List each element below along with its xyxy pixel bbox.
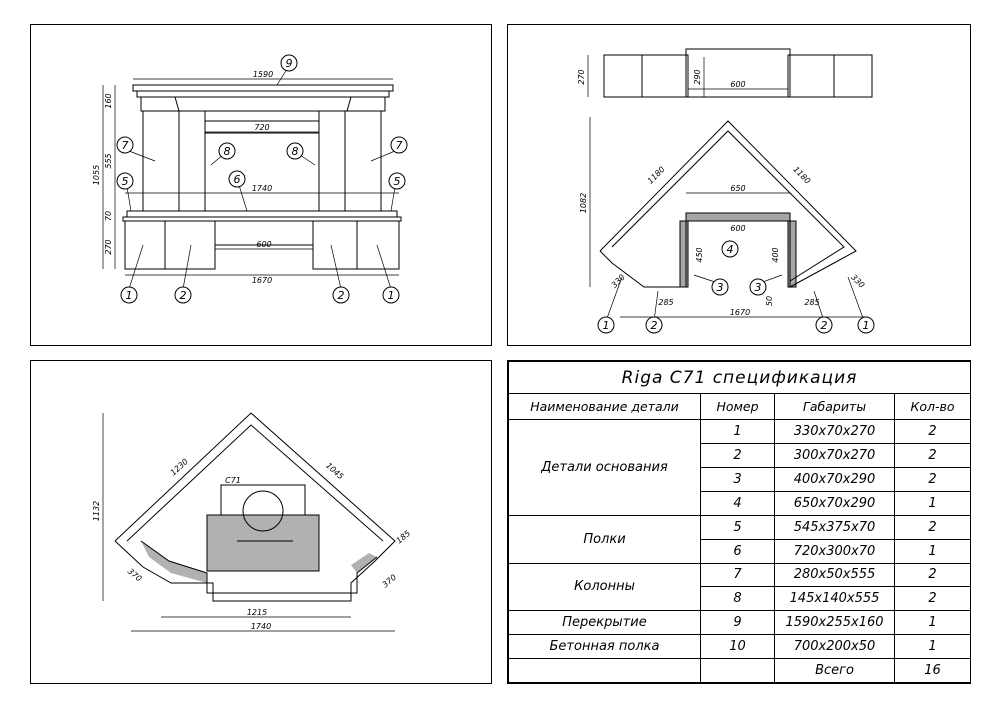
row-qty: 1 <box>895 611 971 635</box>
group-lintel: Перекрытие <box>509 611 701 635</box>
top-dim-inner: 1215 <box>246 608 268 617</box>
dim-h-base: 270 <box>104 239 113 255</box>
row-size: 330x70x270 <box>775 420 895 444</box>
plan-callout-4: 4 <box>726 243 734 256</box>
column-left <box>143 111 179 211</box>
plan-callout-1-left: 1 <box>602 319 610 332</box>
dim-h-total: 1055 <box>92 164 101 186</box>
top-view-drawing <box>31 361 493 685</box>
column-right <box>345 111 381 211</box>
header-dimensions: Габариты <box>775 394 895 420</box>
total-qty: 16 <box>895 659 971 683</box>
shelf <box>127 211 397 217</box>
plan-dim-leg-right: 330 <box>849 272 867 290</box>
firebox-top <box>221 485 305 515</box>
plan-dim-leg-left: 330 <box>609 272 627 290</box>
row-size: 280x50x555 <box>775 563 895 587</box>
plan-dim-foot-left: 285 <box>658 298 674 307</box>
spec-table-panel <box>507 360 971 684</box>
plan-dim-gap: 50 <box>765 295 774 307</box>
row-qty: 2 <box>895 515 971 539</box>
callout-6: 6 <box>233 173 241 186</box>
row-size: 1590x255x160 <box>775 611 895 635</box>
plan-dim-depth: 1082 <box>579 192 588 214</box>
total-empty-cell <box>509 659 701 683</box>
row-qty: 1 <box>895 539 971 563</box>
callout-9: 9 <box>285 57 293 70</box>
top-dim-diag-left: 1230 <box>168 456 190 478</box>
plan-dim-bottom: 1670 <box>729 308 751 317</box>
row-qty: 1 <box>895 491 971 515</box>
plan-dim-strip-h: 270 <box>577 69 586 85</box>
header-part-name: Наименование детали <box>509 394 701 420</box>
dim-base-width: 1670 <box>251 276 273 285</box>
callout-7-left: 7 <box>121 139 129 152</box>
row-num: 7 <box>701 563 775 587</box>
group-shelves: Полки <box>509 515 701 563</box>
group-columns: Колонны <box>509 563 701 611</box>
group-base: Детали основания <box>509 420 701 516</box>
base-right-1 <box>357 221 399 269</box>
row-qty: 2 <box>895 467 971 491</box>
base-left-1 <box>125 221 165 269</box>
plan-callout-2-right: 2 <box>820 319 828 332</box>
row-num: 4 <box>701 491 775 515</box>
callout-2-left: 2 <box>179 289 187 302</box>
dim-h-col: 555 <box>104 153 113 169</box>
plan-dim-inner-right-h: 400 <box>771 247 780 263</box>
callout-8-right: 8 <box>291 145 299 158</box>
top-dim-side: 185 <box>394 528 413 546</box>
row-num: 5 <box>701 515 775 539</box>
spec-title: Riga C71 спецификация <box>509 362 971 394</box>
row-size: 145x140x555 <box>775 587 895 611</box>
header-quantity: Кол-во <box>895 394 971 420</box>
row-size: 700x200x50 <box>775 635 895 659</box>
row-size: 720x300x70 <box>775 539 895 563</box>
plan-dim-inner-left-h: 450 <box>695 247 704 263</box>
pillar-right <box>319 111 345 211</box>
row-num: 1 <box>701 420 775 444</box>
spec-table <box>508 361 971 683</box>
top-dim-leg-right: 370 <box>380 572 399 590</box>
callout-1-left: 1 <box>125 289 133 302</box>
plan-callout-3-right: 3 <box>754 281 762 294</box>
row-size: 400x70x290 <box>775 467 895 491</box>
top-dim-leg-left: 370 <box>125 566 144 584</box>
group-concrete-shelf: Бетонная полка <box>509 635 701 659</box>
row-num: 9 <box>701 611 775 635</box>
plan-view-drawing <box>508 25 972 347</box>
row-qty: 2 <box>895 444 971 468</box>
plan-dim-diag-left: 1180 <box>645 164 667 186</box>
callout-7-right: 7 <box>395 139 403 152</box>
row-num: 8 <box>701 587 775 611</box>
dim-h-shelf: 70 <box>104 210 113 222</box>
row-num: 6 <box>701 539 775 563</box>
plan-dim-diag-right: 1180 <box>791 164 813 186</box>
top-view-panel <box>30 360 492 684</box>
base-left-2 <box>165 221 215 269</box>
plan-outline <box>600 121 856 287</box>
dim-mid-width: 1740 <box>251 184 273 193</box>
top-dim-outer: 1740 <box>250 622 272 631</box>
top-dim-depth: 1132 <box>92 500 101 522</box>
row-num: 10 <box>701 635 775 659</box>
plan-callout-2-left: 2 <box>650 319 658 332</box>
header-number: Номер <box>701 394 775 420</box>
callout-5-right: 5 <box>393 175 401 188</box>
plan-dim-foot-right: 285 <box>804 298 820 307</box>
plan-view-panel <box>507 24 971 346</box>
dim-h-top: 160 <box>104 93 113 109</box>
dim-top-width: 1590 <box>252 70 274 79</box>
top-outline <box>115 413 395 601</box>
mantel-beam <box>141 97 385 111</box>
row-qty: 2 <box>895 563 971 587</box>
dim-base-gap: 600 <box>256 240 272 249</box>
total-label: Всего <box>775 659 895 683</box>
plan-callout-3-left: 3 <box>716 281 724 294</box>
top-dim-diag-right: 1045 <box>324 460 346 482</box>
row-num: 2 <box>701 444 775 468</box>
plan-callout-1-right: 1 <box>862 319 870 332</box>
total-empty-cell <box>701 659 775 683</box>
row-size: 650x70x290 <box>775 491 895 515</box>
row-qty: 2 <box>895 420 971 444</box>
row-size: 300x70x270 <box>775 444 895 468</box>
dim-opening: 720 <box>254 123 270 132</box>
plan-dim-strip-inner-h: 290 <box>693 69 702 85</box>
callout-1-right: 1 <box>387 289 395 302</box>
mantel-cap <box>133 85 393 91</box>
plan-dim-strip-w: 600 <box>730 80 746 89</box>
plan-dim-inner-top: 650 <box>730 184 746 193</box>
firebox-opening <box>205 121 319 211</box>
plan-dim-inner-top2: 600 <box>730 224 746 233</box>
front-view-drawing <box>31 25 493 347</box>
row-qty: 1 <box>895 635 971 659</box>
callout-8-left: 8 <box>223 145 231 158</box>
row-size: 545x375x70 <box>775 515 895 539</box>
row-qty: 2 <box>895 587 971 611</box>
callout-2-right: 2 <box>337 289 345 302</box>
row-num: 3 <box>701 467 775 491</box>
front-view-panel <box>30 24 492 346</box>
top-firebox-label: C71 <box>225 476 241 485</box>
pillar-left <box>179 111 205 211</box>
callout-5-left: 5 <box>121 175 129 188</box>
